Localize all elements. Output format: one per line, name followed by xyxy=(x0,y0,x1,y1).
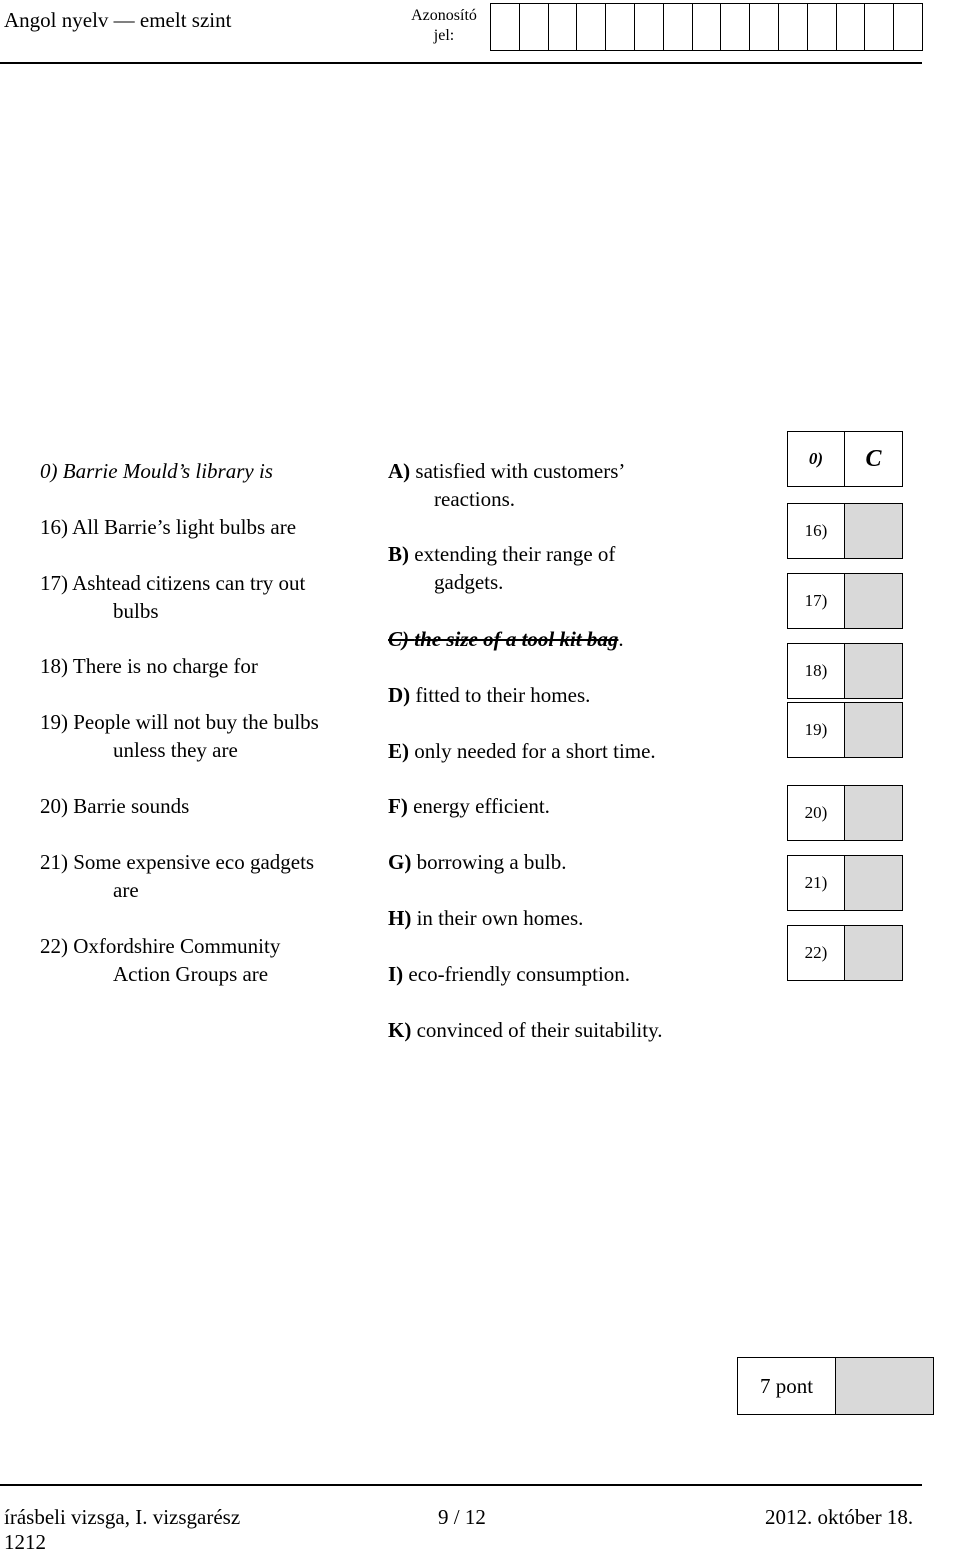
answer-row-22[interactable] xyxy=(787,925,903,981)
total-score-field xyxy=(836,1358,933,1414)
question-text: Some expensive eco gadgets xyxy=(73,850,315,874)
option-h xyxy=(388,904,583,932)
footer-left xyxy=(4,1505,240,1555)
answer-number: 21) xyxy=(787,855,845,911)
question-text-cont: bulbs xyxy=(113,599,159,623)
answer-number: 22) xyxy=(787,925,845,981)
id-cell[interactable] xyxy=(635,4,664,50)
question-number: 19) xyxy=(40,710,68,734)
total-score-label: 7 pont xyxy=(738,1358,836,1414)
id-cell[interactable] xyxy=(779,4,808,50)
answer-row-21[interactable] xyxy=(787,855,903,911)
option-text: only needed for a short time. xyxy=(414,739,656,763)
id-cell[interactable] xyxy=(837,4,866,50)
total-score-box xyxy=(737,1357,934,1415)
question-0 xyxy=(40,457,273,485)
id-input-grid[interactable] xyxy=(490,3,923,51)
option-text: eco-friendly consumption. xyxy=(408,962,631,986)
question-text-cont: unless they are xyxy=(113,738,238,762)
id-cell[interactable] xyxy=(491,4,520,50)
answer-number: 0) xyxy=(787,431,845,487)
id-cell[interactable] xyxy=(577,4,606,50)
answer-example-letter: C xyxy=(845,431,903,487)
question-17 xyxy=(40,569,305,625)
id-cell[interactable] xyxy=(520,4,549,50)
option-e xyxy=(388,737,656,765)
option-letter: E) xyxy=(388,739,409,763)
option-text: borrowing a bulb. xyxy=(416,850,567,874)
answer-number: 18) xyxy=(787,643,845,699)
score-box xyxy=(845,643,903,699)
answer-row-18[interactable] xyxy=(787,643,903,699)
id-cell[interactable] xyxy=(664,4,693,50)
option-text: the size of a tool kit bag xyxy=(414,627,619,651)
id-cell[interactable] xyxy=(808,4,837,50)
answer-row-example xyxy=(787,431,903,487)
score-box xyxy=(845,855,903,911)
option-b xyxy=(388,540,615,596)
answer-row-19[interactable] xyxy=(787,702,903,758)
id-cell[interactable] xyxy=(606,4,635,50)
option-text-cont: gadgets. xyxy=(434,570,504,594)
answer-number: 16) xyxy=(787,503,845,559)
score-box xyxy=(845,785,903,841)
option-text: energy efficient. xyxy=(413,794,550,818)
question-number: 16) xyxy=(40,515,68,539)
header-title: Angol nyelv — emelt szint xyxy=(4,8,232,32)
question-21 xyxy=(40,848,314,904)
answer-number: 20) xyxy=(787,785,845,841)
option-text: fitted to their homes. xyxy=(415,683,591,707)
answer-row-17[interactable] xyxy=(787,573,903,629)
option-letter: D) xyxy=(388,683,411,707)
option-g xyxy=(388,848,566,876)
footer-exam-part: írásbeli vizsga, I. vizsgarész xyxy=(4,1505,241,1529)
id-label-line2: jel: xyxy=(433,27,455,44)
question-number: 22) xyxy=(40,934,68,958)
score-box xyxy=(845,503,903,559)
id-label xyxy=(398,6,490,46)
option-f xyxy=(388,792,550,820)
option-d xyxy=(388,681,590,709)
score-box xyxy=(845,573,903,629)
question-text: Ashtead citizens can try out xyxy=(72,571,306,595)
question-20 xyxy=(40,792,189,820)
option-text: extending their range of xyxy=(414,542,616,566)
id-label-line1: Azonosító xyxy=(411,7,477,24)
option-text-cont: reactions. xyxy=(434,487,516,511)
question-text: Barrie Mould’s library is xyxy=(62,459,273,483)
question-18 xyxy=(40,652,258,680)
id-cell[interactable] xyxy=(693,4,722,50)
option-letter: K) xyxy=(388,1018,412,1042)
header-rule xyxy=(0,62,922,64)
footer-code: 1212 xyxy=(4,1530,46,1554)
score-box xyxy=(845,925,903,981)
question-text: There is no charge for xyxy=(72,654,258,678)
answer-number: 19) xyxy=(787,702,845,758)
option-example-struck xyxy=(388,627,618,651)
question-number: 21) xyxy=(40,850,68,874)
footer-date: 2012. október 18. xyxy=(765,1505,914,1529)
id-cell[interactable] xyxy=(549,4,578,50)
option-letter: A) xyxy=(388,459,411,483)
question-text: Barrie sounds xyxy=(73,794,190,818)
question-22 xyxy=(40,932,280,988)
question-text: People will not buy the bulbs xyxy=(73,710,319,734)
question-number: 20) xyxy=(40,794,68,818)
option-letter: I) xyxy=(388,962,404,986)
answer-row-20[interactable] xyxy=(787,785,903,841)
question-text: Oxfordshire Community xyxy=(73,934,281,958)
option-c: C) the size of a tool kit bag. xyxy=(388,627,624,651)
question-text-cont: are xyxy=(113,878,139,902)
question-number: 18) xyxy=(40,654,68,678)
question-16 xyxy=(40,513,296,541)
question-number: 17) xyxy=(40,571,68,595)
option-text: convinced of their suitability. xyxy=(416,1018,663,1042)
question-text-cont: Action Groups are xyxy=(113,962,269,986)
id-cell[interactable] xyxy=(721,4,750,50)
footer-rule xyxy=(0,1484,922,1486)
footer-page-number: 9 / 12 xyxy=(438,1505,486,1529)
option-i xyxy=(388,960,630,988)
score-box xyxy=(845,702,903,758)
question-19 xyxy=(40,708,319,764)
id-cell[interactable] xyxy=(894,4,923,50)
option-a xyxy=(388,457,625,513)
option-letter: F) xyxy=(388,794,408,818)
question-number: 0) xyxy=(40,459,58,483)
answer-number: 17) xyxy=(787,573,845,629)
id-cell[interactable] xyxy=(865,4,894,50)
option-text: in their own homes. xyxy=(416,906,584,930)
option-letter: C) xyxy=(388,627,409,651)
option-letter: G) xyxy=(388,850,412,874)
option-letter: H) xyxy=(388,906,412,930)
answer-row-16[interactable] xyxy=(787,503,903,559)
option-letter: B) xyxy=(388,542,409,566)
option-text: satisfied with customers’ xyxy=(415,459,626,483)
question-text: All Barrie’s light bulbs are xyxy=(72,515,297,539)
id-cell[interactable] xyxy=(750,4,779,50)
option-k xyxy=(388,1016,663,1044)
